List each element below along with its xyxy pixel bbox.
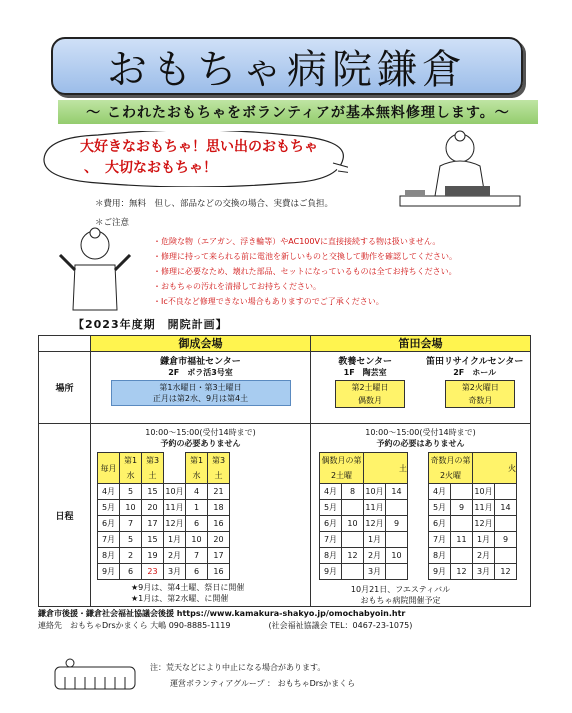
calendar-cell: 9月 [429, 564, 451, 580]
calendar-cell: 6月 [98, 516, 120, 532]
calendar-cell: 10月 [364, 484, 386, 500]
calendar-cell: 18 [208, 500, 230, 516]
calendar-cell: 5月 [320, 500, 342, 516]
calendar-cell: 6月 [429, 516, 451, 532]
fee-text: ＊費用：無料 但し、部品などの交換の場合、実費はご負担。 [95, 199, 334, 209]
calendar-cell: 12月 [164, 516, 186, 532]
page-title: おもちゃ病院鎌倉 [107, 46, 467, 93]
calendar-cell: 1月 [164, 532, 186, 548]
doctor-icon [55, 225, 135, 315]
fueda-tue-box: 第2火曜日 奇数月 [445, 380, 515, 408]
calendar-cell: 5月 [429, 500, 451, 516]
calendar-cell: 3月 [364, 564, 386, 580]
venue-fueda: 笛田会場 [311, 336, 531, 352]
calendar-cell: 7月 [98, 532, 120, 548]
calendar-cell [495, 548, 517, 564]
calendar-cell [342, 564, 364, 580]
calendar-cell: 12 [495, 564, 517, 580]
calendar-cell: 2月 [364, 548, 386, 564]
calendar-cell: 17 [208, 548, 230, 564]
calendar-cell: 7月 [429, 532, 451, 548]
calendar-row [429, 532, 517, 548]
calendar-row [98, 500, 230, 516]
calendar-cell [451, 484, 473, 500]
calendar-cell: 2 [120, 548, 142, 564]
calendar-cell: 8月 [320, 548, 342, 564]
calendar-cell: 3月 [164, 564, 186, 580]
calendar-cell: 10 [186, 532, 208, 548]
calendar-row [429, 500, 517, 516]
calendar-cell [386, 564, 408, 580]
calendar-cell: 4月 [320, 484, 342, 500]
notes-heading: ＊ご注意 [95, 218, 130, 228]
fueda-sat-box: 第2土曜日 偶数月 [335, 380, 405, 408]
calendar-cell: 6 [186, 516, 208, 532]
calendar-row [98, 532, 230, 548]
calendar-cell: 6 [120, 564, 142, 580]
calendar-cell: 11月 [164, 500, 186, 516]
calendar-cell: 12月 [473, 516, 495, 532]
note-item: ・修理に必要なため、壊れた部品、セットになっているものは全てお持ちください。 [153, 267, 457, 276]
calendar-cell [495, 484, 517, 500]
calendar-cell: 10月 [473, 484, 495, 500]
calendar-cell: 12 [451, 564, 473, 580]
calendar-cell: 10 [386, 548, 408, 564]
calendar-cell [495, 516, 517, 532]
place-label: 場所 [39, 352, 91, 424]
calendar-cell: 8月 [429, 548, 451, 564]
calendar-cell: 8 [342, 484, 364, 500]
calendar-cell: 2月 [164, 548, 186, 564]
calendar-cell: 11月 [364, 500, 386, 516]
calendar-row [98, 564, 230, 580]
calendar-cell: 17 [142, 516, 164, 532]
note-item: ・Ic不良など修理できない場合もありますのでご了承ください。 [153, 297, 384, 306]
calendar-cell: 11 [451, 532, 473, 548]
calendar-cell: 11月 [473, 500, 495, 516]
calendar-cell: 5 [120, 484, 142, 500]
calendar-row [320, 532, 408, 548]
note-item: ・おもちゃの汚れを清掃してお持ちください。 [153, 282, 321, 291]
fueda-tue-calendar: 奇数月の第2火曜 火 4月 10月 5月 9 11月 14 6月 12月 7月 11 1月 9 8月 2月 9月 12 3月 12 [428, 452, 517, 580]
calendar-cell: 21 [208, 484, 230, 500]
calendar-cell: 20 [208, 532, 230, 548]
onari-calendar: 毎月 第1水 第3土 第1水 第3土 4月 5 15 10月 4 21 5月 10 20 11月 1 18 6月 7 17 12月 6 16 7月 5 15 1月 10 20 8月 2 19 2月 7 17 9月 6 23 3月 6 16 [97, 452, 230, 580]
calendar-row [98, 548, 230, 564]
calendar-cell: 4月 [429, 484, 451, 500]
calendar-cell: 1 [186, 500, 208, 516]
calendar-cell: 2月 [473, 548, 495, 564]
calendar-cell: 9 [495, 532, 517, 548]
footnote: 注：荒天などにより中止になる場合があります。 運営ボランティアグループ ： おもちゃDrsかまくら [150, 663, 356, 688]
calendar-cell: 9月 [98, 564, 120, 580]
schedule-table: 御成会場 笛田会場 場所 鎌倉市福祉センター 2F ボラ活3号室 第1水曜日・第3土曜日 正月は第2水、9月は第4土 教養センター 1F 陶芸室 第2土曜日 偶数月 笛田リサイクルセンター 2F ホール 第2火曜日 奇数月 日程 10:00～15:00(受付14時まで) 予約の必要ありません 毎月 第1水 第3土 第1水 第3土 4月 5 15 10月 4 21 5月 10 20 11月 1 18 6月 7 17 12月 6 16 7月 5 15 1月 10 20 8月 2 19 2月 7 17 9月 6 23 3月 6 16 ★9月は、第4土曜、祭日に開催 ★1月は、第2水曜、に開催 10:00～15:00(受付14時まで) 予約の必要はありません 偶数月の第2土曜 土 4月 8 10月 14 5月 11月 6月 10 12月 9 7月 1月 8月 12 2月 10 9月 3月 奇数月の第2火曜 火 4月 10月 5月 9 11月 14 6月 12月 7月 11 1月 9 8月 2月 9月 12 3月 12 10月21日、フエスティバル おもちゃ病院開催予定 [38, 335, 531, 607]
calendar-cell: 16 [208, 564, 230, 580]
calendar-row [429, 484, 517, 500]
calendar-cell: 8月 [98, 548, 120, 564]
calendar-cell [342, 500, 364, 516]
calendar-cell: 4 [186, 484, 208, 500]
calendar-cell: 12 [342, 548, 364, 564]
fueda-sat-calendar: 偶数月の第2土曜 土 4月 8 10月 14 5月 11月 6月 10 12月 9 7月 1月 8月 12 2月 10 9月 3月 [319, 452, 408, 580]
calendar-row [429, 516, 517, 532]
calendar-cell: 9月 [320, 564, 342, 580]
subtitle-bar: ～ こわれたおもちゃをボランティアが基本無料修理します。～ [58, 100, 538, 124]
calendar-cell: 16 [208, 516, 230, 532]
bubble-text: 大好きなおもちゃ！思い出のおもちゃ 、 大切なおもちゃ！ [80, 139, 318, 176]
calendar-cell: 10 [120, 500, 142, 516]
calendar-cell: 5月 [98, 500, 120, 516]
calendar-row [98, 516, 230, 532]
calendar-cell: 6 [186, 564, 208, 580]
calendar-cell [451, 548, 473, 564]
calendar-cell: 7 [186, 548, 208, 564]
calendar-cell [386, 500, 408, 516]
calendar-cell: 7 [120, 516, 142, 532]
calendar-cell: 10 [342, 516, 364, 532]
calendar-cell: 20 [142, 500, 164, 516]
calendar-cell: 15 [142, 484, 164, 500]
footer: 鎌倉市後援・鎌倉社会福祉協議会後援 https://www.kamakura-shakyo.jp/omochabyoin.htr 連絡先 おもちゃDrsかまくら 大嶋 090-8885-1119 (社会福祉協議会 TEL：0467-23-1075) [38, 609, 413, 630]
calendar-cell [386, 532, 408, 548]
calendar-cell: 19 [142, 548, 164, 564]
calendar-row [429, 564, 517, 580]
calendar-row [320, 516, 408, 532]
calendar-cell: 14 [495, 500, 517, 516]
calendar-cell: 9 [386, 516, 408, 532]
venue-onari: 御成会場 [91, 336, 311, 352]
note-item: ・危険な物（エアガン、浮き輪等）やAC100Vに直接接続する物は扱いません。 [153, 237, 441, 246]
calendar-cell [451, 516, 473, 532]
calendar-cell: 15 [142, 532, 164, 548]
note-item: ・修理に持って来られる前に電池を新しいものと交換して動作を確認してください。 [153, 252, 457, 261]
calendar-cell: 4月 [98, 484, 120, 500]
schedule-label: 日程 [39, 424, 91, 607]
calendar-cell: 12月 [364, 516, 386, 532]
calendar-cell: 1月 [473, 532, 495, 548]
calendar-cell [342, 532, 364, 548]
title-banner [51, 37, 523, 95]
calendar-row [98, 484, 230, 500]
calendar-row [320, 564, 408, 580]
calendar-cell: 7月 [320, 532, 342, 548]
plan-title: 【2023年度期 開院計画】 [73, 318, 228, 331]
calendar-cell: 9 [451, 500, 473, 516]
calendar-cell: 5 [120, 532, 142, 548]
calendar-cell: 14 [386, 484, 408, 500]
onari-days: 第1水曜日・第3土曜日 正月は第2水、9月は第4土 [111, 380, 291, 406]
doctor-desk-icon [395, 126, 525, 218]
keyboard-toy-icon [50, 655, 140, 695]
calendar-cell: 3月 [473, 564, 495, 580]
calendar-row [320, 548, 408, 564]
calendar-cell: 10月 [164, 484, 186, 500]
calendar-row [320, 500, 408, 516]
calendar-row [429, 548, 517, 564]
calendar-cell: 23 [142, 564, 164, 580]
notes-list [153, 234, 457, 309]
calendar-row [320, 484, 408, 500]
calendar-cell: 6月 [320, 516, 342, 532]
calendar-cell: 1月 [364, 532, 386, 548]
